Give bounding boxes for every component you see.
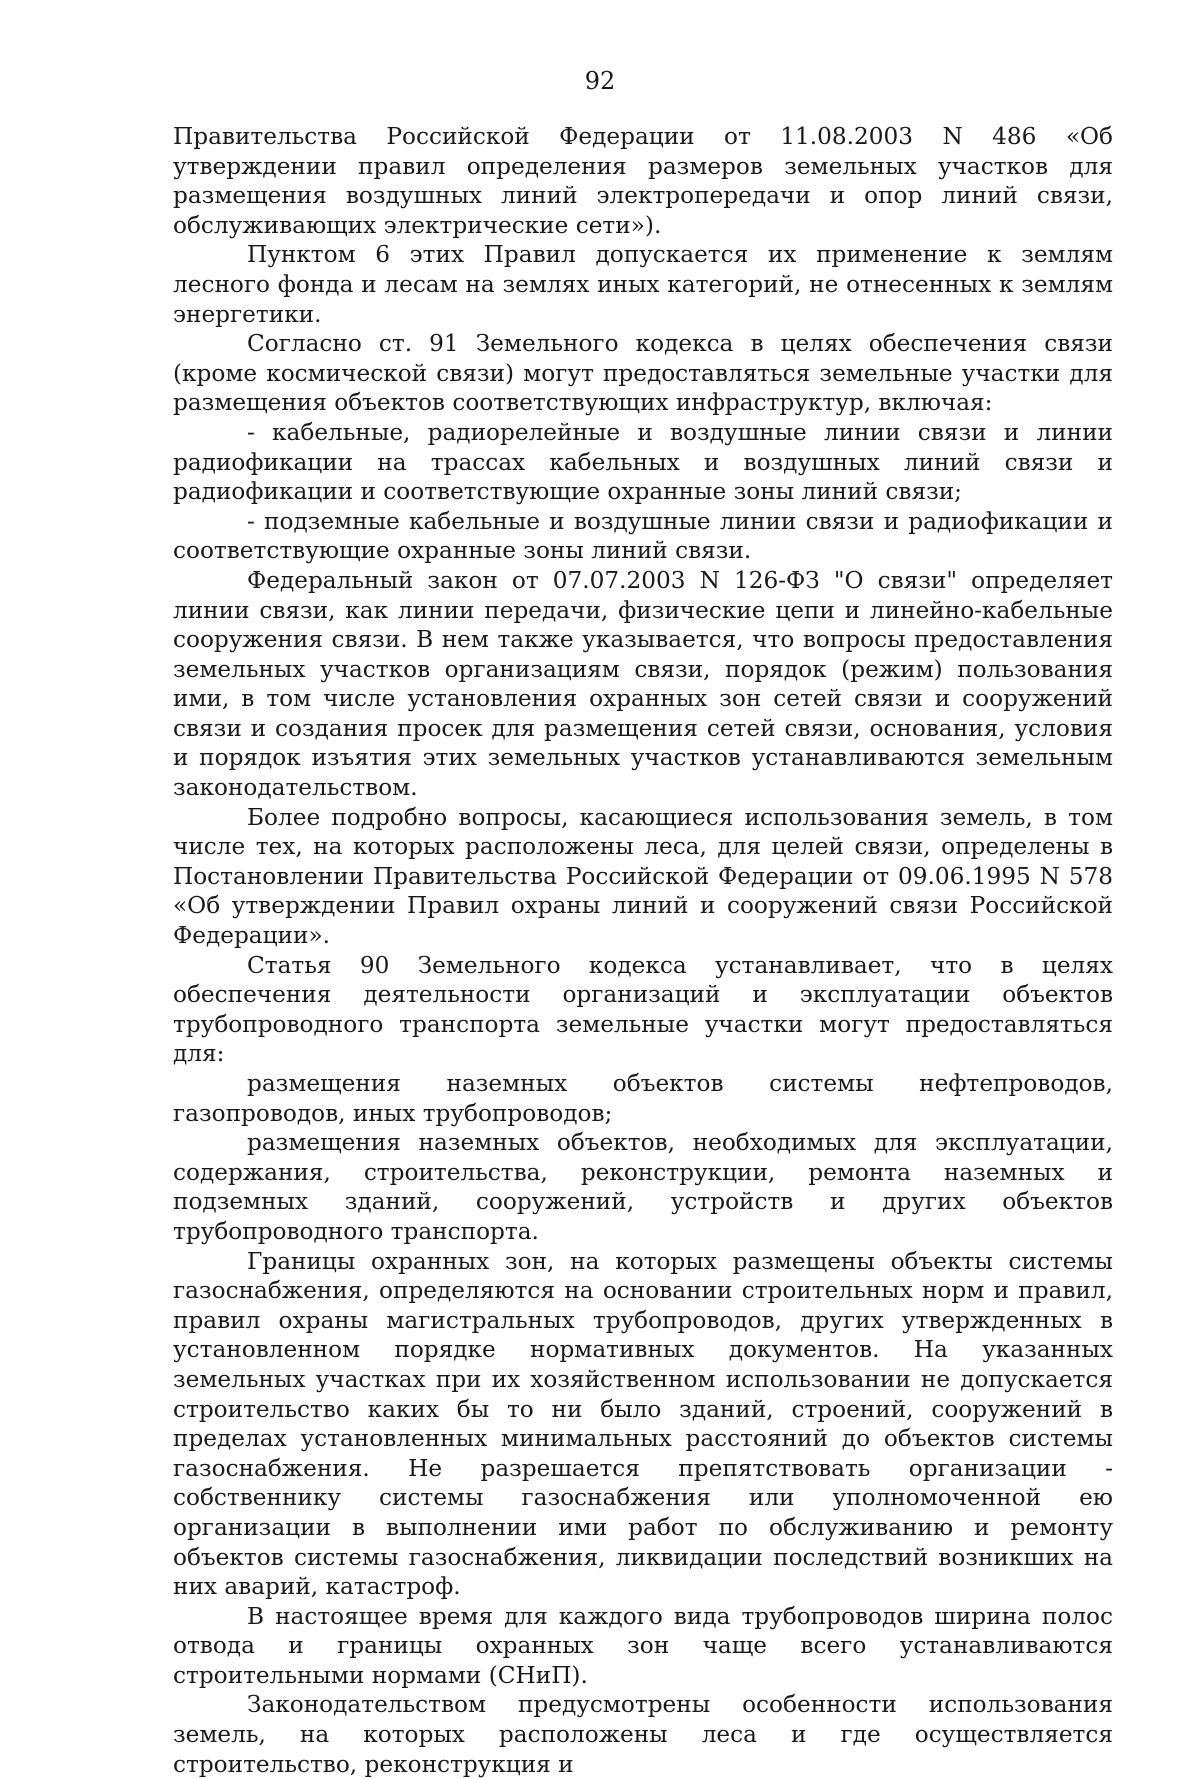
body-text [173, 122, 1113, 1779]
list-item: - подземные кабельные и воздушные линии связи и радиофикации и соответствующие охранные зоны линий связи. [173, 507, 1113, 565]
paragraph: Границы охранных зон, на которых размещены объекты системы газоснабжения, определяются на основании строительных норм и правил, правил охраны магистральных трубопроводов, других утвержденных в установленном порядке нормативных документов. На указанных земельных участках при их хозяйственном использовании не допускается строительство каких бы то ни было зданий, строений, сооружений в пределах установленных минимальных расстояний до объектов системы газоснабжения. Не разрешается препятствовать организации - собственнику системы газоснабжения или уполномоченной ею организации в выполнении ими работ по обслуживанию и ремонту объектов системы газоснабжения, ликвидации последствий возникших на них аварий, катастроф. [173, 1247, 1113, 1601]
list-item: - кабельные, радиорелейные и воздушные линии связи и линии радиофикации на трассах кабельных и воздушных линий связи и радиофикации и соответствующие охранные зоны линий связи; [173, 418, 1113, 506]
page-number: 92 [584, 67, 616, 95]
paragraph: Федеральный закон от 07.07.2003 N 126-ФЗ "О связи" определяет линии связи, как линии передачи, физические цепи и линейно-кабельные сооружения связи. В нем также указывается, что вопросы предоставления земельных участков организациям связи, порядок (режим) пользования ими, в том числе установления охранных зон сетей связи и сооружений связи и создания просек для размещения сетей связи, основания, условия и порядок изъятия этих земельных участков устанавливаются земельным законодательством. [173, 566, 1113, 802]
paragraph: Пунктом 6 этих Правил допускается их применение к землям лесного фонда и лесам на землях иных категорий, не отнесенных к землям энергетики. [173, 241, 1113, 328]
paragraph: В настоящее время для каждого вида трубопроводов ширина полос отвода и границы охранных зон чаще всего устанавливаются строительными нормами (СНиП). [173, 1602, 1113, 1689]
paragraph: Согласно ст. 91 Земельного кодекса в целях обеспечения связи (кроме космической связи) могут предоставляться земельные участки для размещения объектов соответствующих инфраструктур, включая: [173, 330, 1113, 417]
paragraph: Статья 90 Земельного кодекса устанавливает, что в целях обеспечения деятельности организаций и эксплуатации объектов трубопроводного транспорта земельные участки могут предоставляться для: [173, 951, 1113, 1068]
paragraph-continuation: Правительства Российской Федерации от 11.08.2003 N 486 «Об утверждении правил определения размеров земельных участков для размещения воздушных линий электропередачи и опор линий связи, обслуживающих электрические сети»). [173, 123, 1113, 239]
paragraph: Более подробно вопросы, касающиеся использования земель, в том числе тех, на которых расположены леса, для целей связи, определены в Постановлении Правительства Российской Федерации от 09.06.1995 N 578 «Об утверждении Правил охраны линий и сооружений связи Российской Федерации». [173, 803, 1113, 950]
list-item: размещения наземных объектов системы нефтепроводов, газопроводов, иных трубопроводов; [173, 1070, 1113, 1127]
list-item: размещения наземных объектов, необходимых для эксплуатации, содержания, строительства, реконструкции, ремонта наземных и подземных зданий, сооружений, устройств и других объектов трубопроводного транспорта. [173, 1129, 1113, 1245]
paragraph: Законодательством предусмотрены особенности использования земель, на которых расположены леса и где осуществляется строительство, реконструкция и [173, 1691, 1113, 1778]
